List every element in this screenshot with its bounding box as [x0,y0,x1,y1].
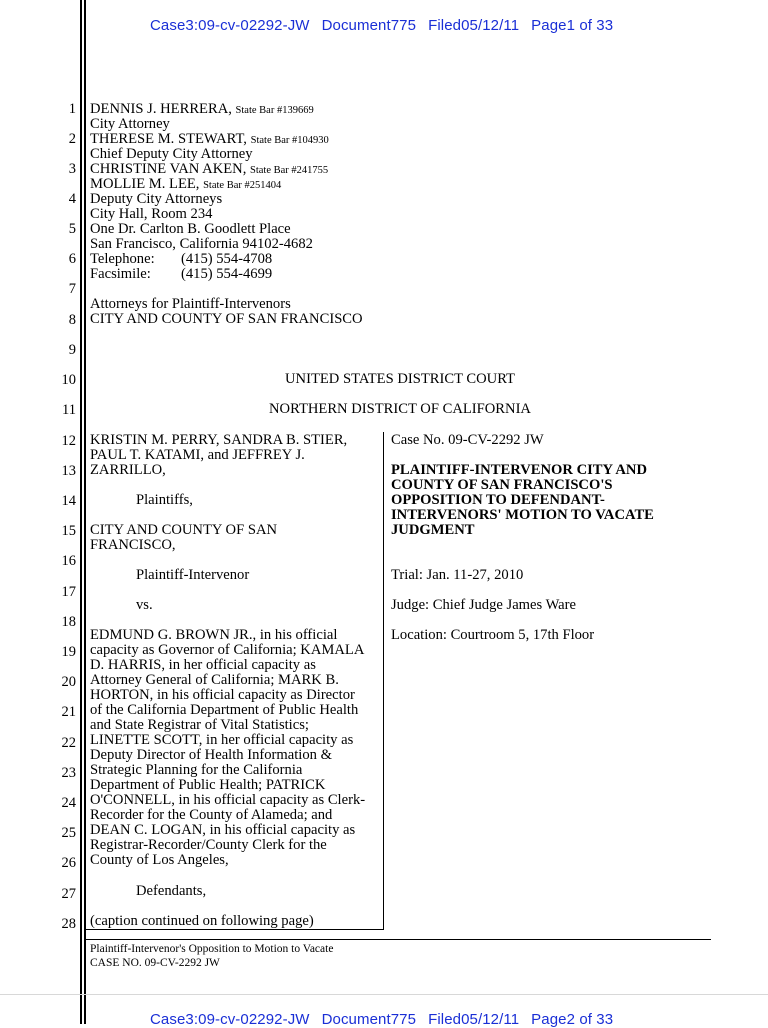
ecf-case-number: Case3:09-cv-02292-JW [150,17,310,34]
document-title-line: JUDGMENT [391,522,475,538]
plaintiff-line: ZARRILLO, [90,462,166,478]
line-number: 18 [61,614,76,630]
attorney-title: City Attorney [90,116,170,132]
state-bar-number: State Bar #251404 [203,180,282,191]
state-bar-number: State Bar #139669 [235,105,314,116]
document-title-line: PLAINTIFF-INTERVENOR CITY AND [391,462,647,478]
facsimile-label: Facsimile: [90,266,151,282]
line-number: 10 [61,372,76,388]
attorney-name: MOLLIE M. LEE, [90,176,200,192]
defendant-line: Deputy Director of Health Information & [90,747,332,763]
document-title-line: COUNTY OF SAN FRANCISCO'S [391,477,613,493]
telephone-label: Telephone: [90,251,155,267]
defendant-line: County of Los Angeles, [90,852,229,868]
defendant-line: and State Registrar of Vital Statistics; [90,717,309,733]
ecf-document-number: Document775 [321,17,417,34]
defendant-line: Recorder for the County of Alameda; and [90,807,333,823]
caption-divider [383,432,384,930]
document-title-line: INTERVENORS' MOTION TO VACATE [391,507,654,523]
line-number: 4 [68,191,76,207]
defendant-line: EDMUND G. BROWN JR., in his official [90,627,338,643]
client-name: CITY AND COUNTY OF SAN FRANCISCO [90,311,363,327]
plaintiff-line: KRISTIN M. PERRY, SANDRA B. STIER, [90,432,348,448]
document-title-line: OPPOSITION TO DEFENDANT- [391,492,605,508]
court-name: UNITED STATES DISTRICT COURT [285,371,515,387]
line-number: 20 [61,674,76,690]
line-number: 22 [61,735,76,751]
line-number: 9 [68,342,76,358]
attorney-name: DENNIS J. HERRERA, [90,101,232,117]
line-number: 14 [61,493,76,509]
location: Location: Courtroom 5, 17th Floor [391,627,595,643]
intervenor-line: CITY AND COUNTY OF SAN [90,522,278,538]
address-line: City Hall, Room 234 [90,206,213,222]
court-district: NORTHERN DISTRICT OF CALIFORNIA [269,401,531,417]
line-number: 17 [61,584,76,600]
attorney-title: Chief Deputy City Attorney [90,146,253,162]
ecf-page-count: Page1 of 33 [531,17,614,34]
line-number: 1 [68,101,76,117]
attorney-name: THERESE M. STEWART, [90,131,247,147]
attorney-title: Deputy City Attorneys [90,191,223,207]
ecf-filed-date: Filed05/12/11 [428,17,520,34]
caption-continued-note: (caption continued on following page) [90,913,314,929]
judge: Judge: Chief Judge James Ware [391,597,576,613]
defendant-line: of the California Department of Public Health [90,702,359,718]
address-line: One Dr. Carlton B. Goodlett Place [90,221,291,237]
versus: vs. [136,597,153,613]
line-number: 15 [61,523,76,539]
footer-case-number: CASE NO. 09-CV-2292 JW [90,957,220,969]
line-number: 25 [61,825,76,841]
ecf-case-number: Case3:09-cv-02292-JW [150,1011,310,1028]
line-number: 12 [61,433,76,449]
telephone-number: (415) 554-4708 [181,251,273,267]
line-number: 8 [68,312,76,328]
line-number: 28 [61,916,76,932]
line-number: 7 [68,281,76,297]
ecf-header-next-page [150,1011,625,1028]
footer-title: Plaintiff-Intervenor's Opposition to Motion to Vacate [90,943,334,955]
line-number: 27 [61,886,76,902]
line-number: 26 [61,855,76,871]
defendant-line: O'CONNELL, in his official capacity as Clerk- [90,792,366,808]
defendant-line: Attorney General of California; MARK B. [90,672,339,688]
defendant-line: LINETTE SCOTT, in her official capacity as [90,732,354,748]
facsimile-number: (415) 554-4699 [181,266,273,282]
defendant-line: Department of Public Health; PATRICK [90,777,326,793]
line-number: 3 [68,161,76,177]
defendants-label: Defendants, [136,883,207,899]
address-line: San Francisco, California 94102-4682 [90,236,313,252]
defendant-line: Strategic Planning for the California [90,762,303,778]
footer-rule [86,939,711,940]
defendant-line: capacity as Governor of California; KAMALA [90,642,365,658]
case-number: Case No. 09-CV-2292 JW [391,432,544,448]
state-bar-number: State Bar #104930 [250,135,329,146]
defendant-line: DEAN C. LOGAN, in his official capacity as [90,822,356,838]
page-separator [0,994,768,995]
state-bar-number: State Bar #241755 [250,165,329,176]
intervenor-label: Plaintiff-Intervenor [136,567,250,583]
margin-rule-left [80,0,82,1024]
attorneys-for: Attorneys for Plaintiff-Intervenors [90,296,291,312]
plaintiff-line: PAUL T. KATAMI, and JEFFREY J. [90,447,305,463]
line-number: 2 [68,131,76,147]
intervenor-line: FRANCISCO, [90,537,176,553]
defendant-line: HORTON, in his official capacity as Director [90,687,355,703]
line-number: 24 [61,795,76,811]
line-number: 13 [61,463,76,479]
defendant-line: D. HARRIS, in her official capacity as [90,657,316,673]
line-number: 19 [61,644,76,660]
line-number: 5 [68,221,76,237]
plaintiffs-label: Plaintiffs, [136,492,193,508]
line-number: 21 [61,704,76,720]
attorney-name: CHRISTINE VAN AKEN, [90,161,247,177]
trial-dates: Trial: Jan. 11-27, 2010 [391,567,524,583]
defendant-line: Registrar-Recorder/County Clerk for the [90,837,327,853]
ecf-page-count: Page2 of 33 [531,1011,614,1028]
caption-bottom-rule [86,929,384,930]
ecf-document-number: Document775 [321,1011,417,1028]
line-number: 23 [61,765,76,781]
line-number: 6 [68,251,76,267]
line-number: 11 [62,402,76,418]
margin-rule-right [84,0,86,1024]
ecf-filed-date: Filed05/12/11 [428,1011,520,1028]
ecf-header-top [150,17,625,34]
line-number: 16 [61,553,76,569]
